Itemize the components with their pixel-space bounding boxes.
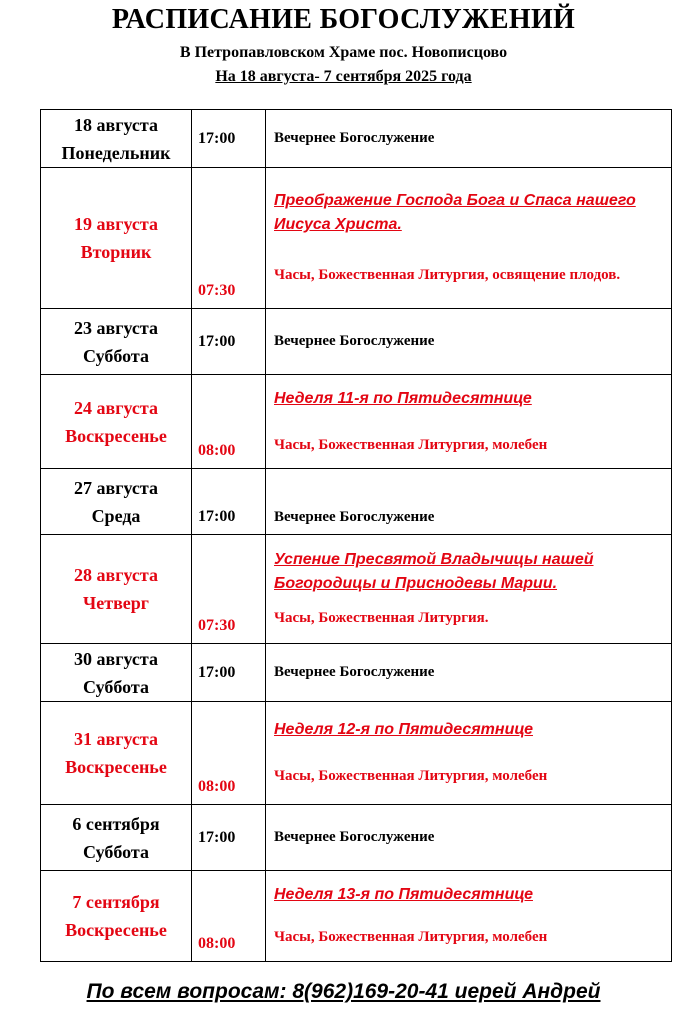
service-cell <box>266 309 672 375</box>
service-cell <box>266 535 672 644</box>
service-text: Вечернее Богослужение <box>274 333 435 349</box>
date-range-text: На 18 августа- 7 сентября 2025 года <box>215 68 472 85</box>
time-cell: 17:00 <box>192 110 266 168</box>
page-title: РАСПИСАНИЕ БОГОСЛУЖЕНИЙ <box>111 4 576 35</box>
day-cell <box>41 375 192 469</box>
service-cell <box>266 168 672 309</box>
feast-title: Неделя 11-я по Пятидесятнице <box>274 389 532 407</box>
time-cell: 17:00 <box>192 469 266 535</box>
service-text: Вечернее Богослужение <box>274 829 435 845</box>
table-row <box>41 535 672 644</box>
date-text: 23 августа <box>74 317 158 338</box>
time-cell: 08:00 <box>192 702 266 805</box>
day-cell <box>41 805 192 871</box>
day-cell <box>41 871 192 962</box>
service-cell <box>266 871 672 962</box>
weekday-text: Четверг <box>83 593 149 613</box>
church-subtitle: В Петропавловском Храме пос. Новописцово <box>179 44 508 61</box>
weekday-text: Воскресенье <box>65 425 167 446</box>
day-cell <box>41 644 192 702</box>
weekday-text: Воскресенье <box>65 920 167 940</box>
table-row <box>41 110 672 168</box>
feast-title: Неделя 13-я по Пятидесятнице <box>274 886 533 903</box>
service-text: Часы, Божественная Литургия, освящение плодов. <box>274 267 621 283</box>
time-cell: 07:30 <box>192 168 266 309</box>
service-cell <box>266 805 672 871</box>
service-cell <box>266 469 672 535</box>
day-cell <box>41 469 192 535</box>
service-text: Часы, Божественная Литургия, молебен <box>274 768 548 784</box>
date-text: 31 августа <box>74 729 158 749</box>
table-row <box>41 702 672 805</box>
service-cell <box>266 644 672 702</box>
table-row <box>41 805 672 871</box>
day-cell <box>41 168 192 309</box>
date-text: 19 августа <box>74 214 158 234</box>
weekday-text: Среда <box>91 505 141 526</box>
day-cell <box>41 110 192 168</box>
service-text: Часы, Божественная Литургия, молебен <box>274 436 548 453</box>
table-row <box>41 871 672 962</box>
day-cell <box>41 702 192 805</box>
service-text: Часы, Божественная Литургия. <box>274 610 489 626</box>
day-cell <box>41 309 192 375</box>
date-text: 24 августа <box>74 397 158 418</box>
time-cell: 07:30 <box>192 535 266 644</box>
feast-title: Неделя 12-я по Пятидесятнице <box>274 721 533 738</box>
weekday-text: Суббота <box>83 676 149 697</box>
time-cell: 08:00 <box>192 871 266 962</box>
weekday-text: Воскресенье <box>65 757 167 777</box>
weekday-text: Вторник <box>80 242 152 262</box>
table-row <box>41 168 672 309</box>
table-row <box>41 644 672 702</box>
weekday-text: Понедельник <box>61 142 171 163</box>
weekday-text: Суббота <box>83 345 149 366</box>
time-cell: 17:00 <box>192 309 266 375</box>
date-text: 27 августа <box>74 477 158 498</box>
time-cell: 08:00 <box>192 375 266 469</box>
table-row <box>41 309 672 375</box>
contact-footer: По всем вопросам: 8(962)169-20-41 иерей Андрей <box>86 980 601 1003</box>
table-row <box>41 375 672 469</box>
service-text: Вечернее Богослужение <box>274 130 435 146</box>
date-text: 7 сентября <box>72 892 160 912</box>
date-text: 6 сентября <box>72 813 160 834</box>
weekday-text: Суббота <box>83 841 149 862</box>
date-range <box>0 68 687 86</box>
date-text: 28 августа <box>74 565 158 585</box>
service-cell <box>266 375 672 469</box>
time-cell: 17:00 <box>192 805 266 871</box>
service-text: Вечернее Богослужение <box>274 664 435 680</box>
feast-title: Преображение Господа Бога и Спаса нашего Иисуса Христа. <box>274 192 636 233</box>
service-cell <box>266 110 672 168</box>
date-text: 18 августа <box>74 114 158 135</box>
service-text: Часы, Божественная Литургия, молебен <box>274 929 548 945</box>
table-row <box>41 469 672 535</box>
service-cell <box>266 702 672 805</box>
schedule-table <box>40 109 672 962</box>
date-text: 30 августа <box>74 648 158 669</box>
service-text: Вечернее Богослужение <box>274 509 435 525</box>
time-cell: 17:00 <box>192 644 266 702</box>
day-cell <box>41 535 192 644</box>
feast-title: Успение Пресвятой Владычицы нашей Богородицы и Приснодевы Марии. <box>274 551 594 592</box>
